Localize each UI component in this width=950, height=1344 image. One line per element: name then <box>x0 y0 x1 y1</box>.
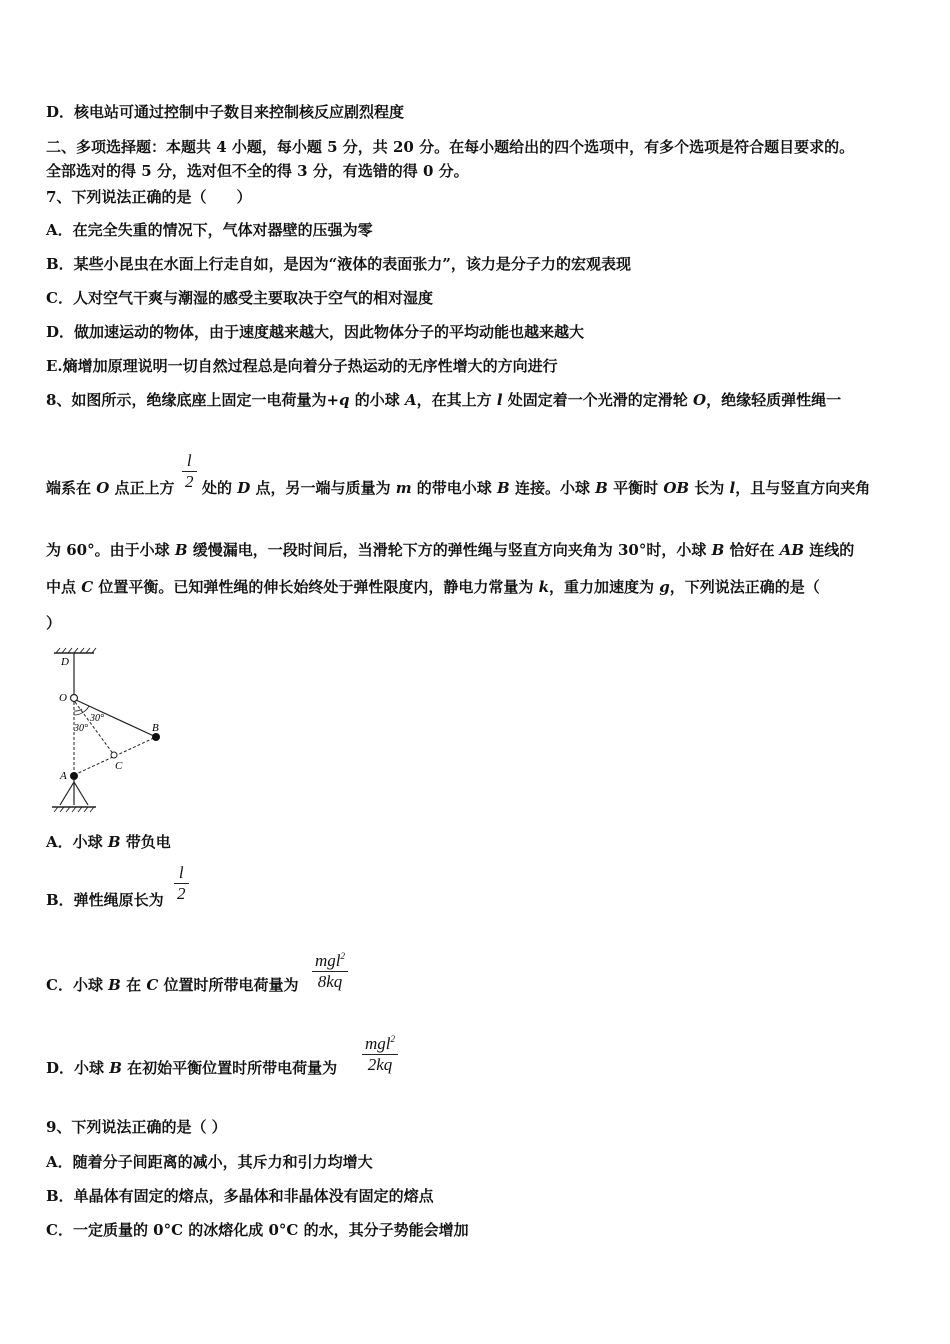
rope-o-to-b <box>76 700 156 737</box>
q8-option-b: B．弹性绳原长为 <box>46 891 164 909</box>
q8-option-c-fraction: mgl$^2$ 8kq <box>312 951 348 992</box>
ball-b <box>152 733 160 741</box>
q8-stem-line2-left: 端系在 O 点正上方 <box>46 479 175 497</box>
ceiling-hatching <box>54 648 96 653</box>
label-d: D <box>61 656 69 668</box>
q8-option-b-fraction: $\frac{l}{2}$ <box>174 863 189 904</box>
q8-option-d-fraction: mgl$^2$ 2kq <box>362 1034 398 1075</box>
q8-diagram <box>44 645 174 815</box>
q7-option-b: B．某些小昆虫在水面上行走自如，是因为“液体的表面张力”，该力是分子力的宏观表现 <box>46 255 631 273</box>
q8-option-d: D．小球 B 在初始平衡位置时所带电荷量为 <box>46 1059 338 1077</box>
label-o: O <box>59 692 67 704</box>
label-a: A <box>60 770 67 782</box>
angle-label-2: 30° <box>74 723 88 734</box>
q8-stem-line3: 为 60°。由于小球 B 缓慢漏电，一段时间后，当滑轮下方的弹性绳与竖直方向夹角为 30°时，小球 B 恰好在 AB 连线的 <box>46 541 855 559</box>
q9-stem: 9、下列说法正确的是（ ） <box>46 1118 227 1136</box>
q9-option-c: C．一定质量的 0°C 的冰熔化成 0°C 的水，其分子势能会增加 <box>46 1221 469 1239</box>
tripod-base <box>52 780 96 807</box>
q8-stem-line1: 8、如图所示，绝缘底座上固定一电荷量为+q 的小球 A，在其上方 l 处固定着一个光滑的定滑轮 O，绝缘轻质弹性绳一 <box>46 391 842 409</box>
q8-fraction-l-over-2: $\frac{l}{2}$ <box>182 451 197 492</box>
ball-a <box>70 772 78 780</box>
q7-option-e: E.熵增加原理说明一切自然过程总是向着分子热运动的无序性增大的方向进行 <box>46 357 558 375</box>
q8-stem-line2-right: 处的 D 点，另一端与质量为 m 的带电小球 B 连接。小球 B 平衡时 OB 长为 l，且与竖直方向夹角 <box>202 479 871 497</box>
q9-option-b: B．单晶体有固定的熔点，多晶体和非晶体没有固定的熔点 <box>46 1187 434 1205</box>
q7-stem: 7、下列说法正确的是（ ） <box>46 188 252 206</box>
q7-option-c: C．人对空气干爽与潮湿的感受主要取决于空气的相对湿度 <box>46 289 433 307</box>
section2-instructions-line1: 二、多项选择题：本题共 4 小题，每小题 5 分，共 20 分。在每小题给出的四个选项中，有多个选项是符合题目要求的。 <box>46 138 855 156</box>
section2-instructions-line2: 全部选对的得 5 分，选对但不全的得 3 分，有选错的得 0 分。 <box>46 162 469 180</box>
label-b: B <box>152 722 159 734</box>
position-c <box>111 752 117 758</box>
q9-option-a: A．随着分子间距离的减小，其斥力和引力均增大 <box>46 1153 373 1171</box>
q7-option-a: A．在完全失重的情况下，气体对器壁的压强为零 <box>46 221 373 239</box>
q8-stem-line5: ） <box>46 614 62 632</box>
angle-label-1: 30° <box>90 713 104 724</box>
q7-option-d: D．做加速运动的物体，由于速度越来越大，因此物体分子的平均动能也越来越大 <box>46 323 585 341</box>
label-c: C <box>115 760 123 772</box>
q8-option-a: A．小球 B 带负电 <box>46 833 171 851</box>
q8-option-c: C．小球 B 在 C 位置时所带电荷量为 <box>46 976 299 994</box>
q8-stem-line4: 中点 C 位置平衡。已知弹性绳的伸长始终处于弹性限度内，静电力常量为 k，重力加速度为 g，下列说法正确的是（ <box>46 578 820 596</box>
angle-arc-2 <box>74 709 82 711</box>
q6-option-d: D．核电站可通过控制中子数目来控制核反应剧烈程度 <box>46 103 405 121</box>
